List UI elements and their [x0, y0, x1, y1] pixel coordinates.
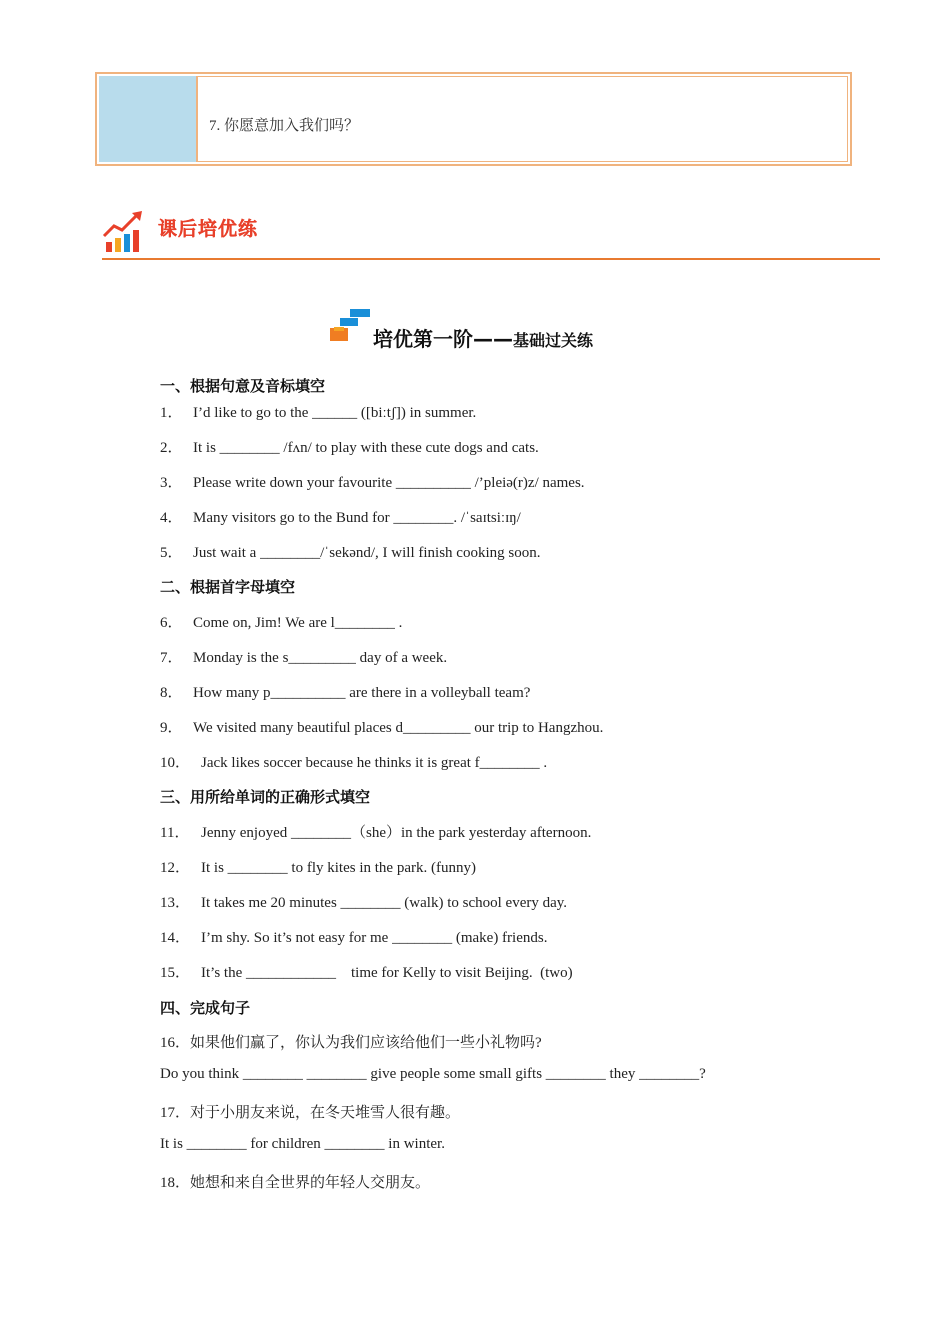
question-text: 对于小朋友来说，在冬天堆雪人很有趣。: [190, 1105, 461, 1121]
question-text: Just wait a ________/ˈsekənd/, I will finish cooking soon.: [193, 545, 541, 561]
question-text: I’d like to go to the ______ ([biːtʃ]) in summer.: [193, 405, 477, 421]
question-14: [160, 926, 547, 947]
question-number: 16．: [160, 1035, 191, 1051]
question-6: [160, 611, 402, 632]
question-number: 3．: [160, 475, 183, 491]
question-number: 13．: [160, 895, 191, 911]
question-text: It takes me 20 minutes ________ (walk) to school every day.: [201, 895, 568, 911]
question-12: [160, 856, 476, 877]
answer-16: Do you think ________ ________ give people some small gifts ________ they ________?: [160, 1066, 706, 1082]
question-17: [160, 1101, 460, 1122]
top-box-question: 7. 你愿意加入我们吗？: [209, 118, 360, 134]
answer-17: It is ________ for children ________ in winter.: [160, 1136, 445, 1152]
top-question-box: [95, 72, 852, 166]
question-text: Monday is the s_________ day of a week.: [193, 650, 448, 666]
part-heading-3: 三、用所给单词的正确形式填空: [160, 788, 371, 806]
level-main: 培优第一阶: [373, 327, 473, 351]
question-text: We visited many beautiful places d_________ our trip to Hangzhou.: [193, 720, 604, 736]
question-text: How many p__________ are there in a volleyball team?: [193, 685, 531, 701]
question-number: 9．: [160, 720, 183, 736]
question-5: [160, 541, 540, 562]
question-number: 6．: [160, 615, 183, 631]
question-number: 1．: [160, 405, 183, 421]
section-header: [102, 210, 880, 262]
question-7: [160, 646, 447, 667]
question-text: Jenny enjoyed ________（she）in the park yesterday afternoon.: [201, 825, 592, 841]
question-text: It’s the ____________ time for Kelly to visit Beijing. (two): [201, 965, 573, 981]
stairs-icon: [328, 309, 372, 343]
question-text: I’m shy. So it’s not easy for me ________ (make) friends.: [201, 930, 548, 946]
question-number: 12．: [160, 860, 191, 876]
question-1: [160, 401, 476, 422]
question-4: [160, 506, 521, 527]
question-number: 17．: [160, 1105, 191, 1121]
question-number: 8．: [160, 685, 183, 701]
growth-chart-icon: [102, 210, 146, 254]
top-box-label-cell: [99, 76, 198, 162]
question-11: [160, 821, 591, 842]
question-text: It is ________ to fly kites in the park. (funny): [201, 860, 476, 876]
section-rule: [102, 258, 880, 260]
part-heading-2: 二、根据首字母填空: [160, 578, 296, 596]
question-text: Jack likes soccer because he thinks it is great f________ .: [201, 755, 548, 771]
question-number: 7．: [160, 650, 183, 666]
question-text: Come on, Jim! We are l________ .: [193, 615, 403, 631]
part-heading-4: 四、完成句子: [160, 999, 251, 1017]
question-16: [160, 1031, 542, 1052]
question-13: [160, 891, 567, 912]
question-text: 她想和来自全世界的年轻人交朋友。: [190, 1175, 431, 1191]
question-10: [160, 751, 547, 772]
question-text: Many visitors go to the Bund for ________. /ˈsaɪtsiːɪŋ/: [193, 510, 521, 526]
question-number: 14．: [160, 930, 191, 946]
question-text: It is ________ /fʌn/ to play with these cute dogs and cats.: [193, 440, 539, 456]
level-title: [373, 323, 593, 352]
section-title: 课后培优练: [158, 218, 259, 240]
question-15: [160, 961, 573, 982]
question-text: 如果他们赢了，你认为我们应该给他们一些小礼物吗?: [190, 1035, 542, 1051]
question-8: [160, 681, 530, 702]
question-number: 2．: [160, 440, 183, 456]
question-number: 4．: [160, 510, 183, 526]
question-18: [160, 1171, 430, 1192]
level-dash: ——: [473, 327, 513, 351]
question-text: Please write down your favourite __________ /’pleiə(r)z/ names.: [193, 475, 585, 491]
question-number: 18．: [160, 1175, 191, 1191]
question-2: [160, 436, 539, 457]
question-3: [160, 471, 585, 492]
question-number: 15．: [160, 965, 191, 981]
part-heading-1: 一、根据句意及音标填空: [160, 377, 326, 395]
question-number: 11．: [160, 825, 190, 841]
level-sub: 基础过关练: [513, 331, 594, 350]
question-number: 10．: [160, 755, 191, 771]
question-9: [160, 716, 603, 737]
question-number: 5．: [160, 545, 183, 561]
